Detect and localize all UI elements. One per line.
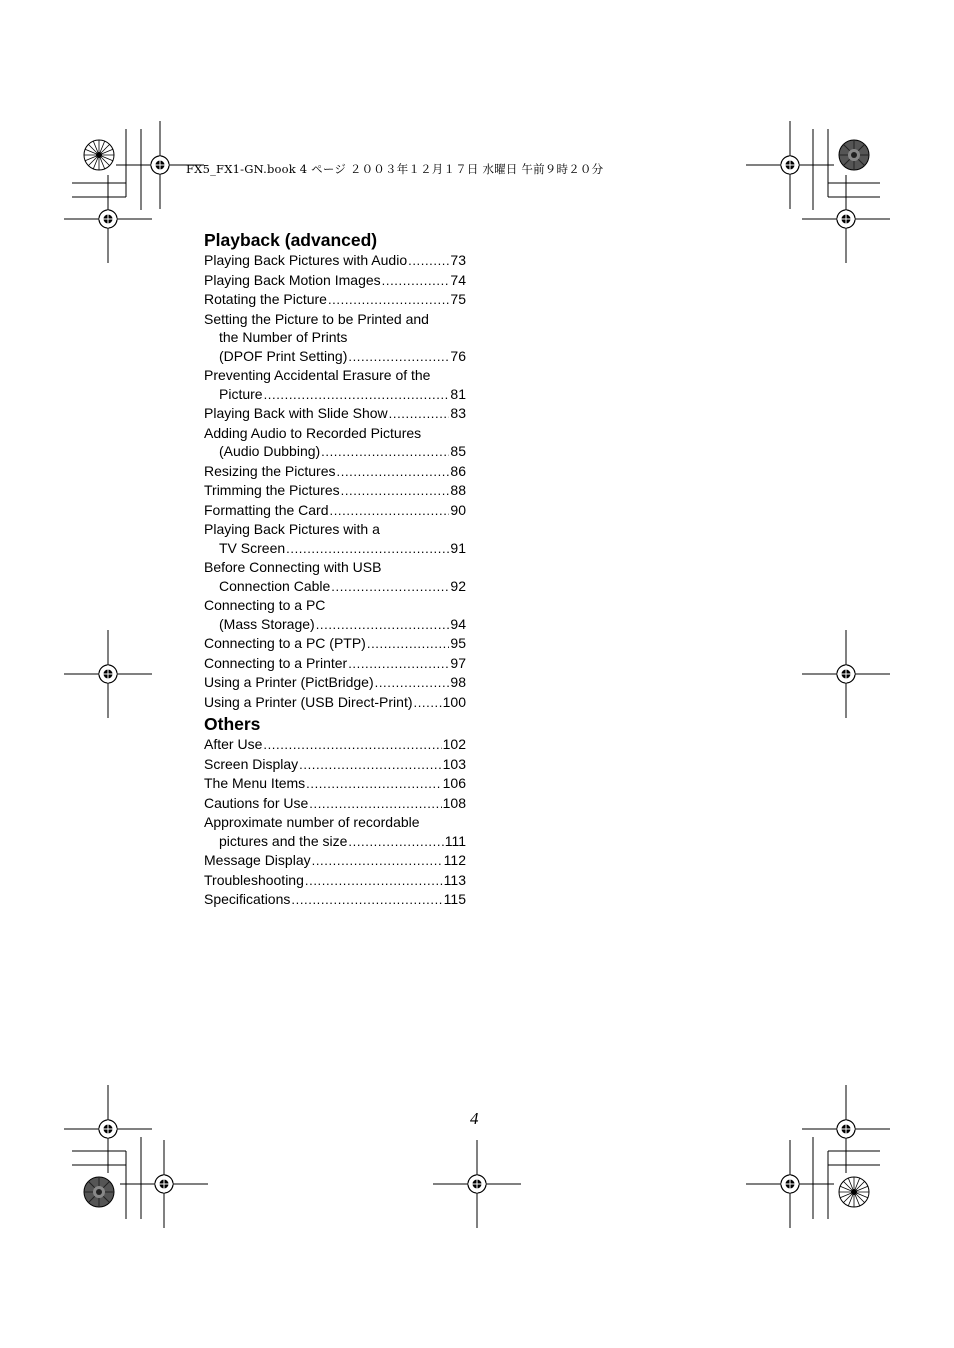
toc-page-ref: 74 xyxy=(450,271,466,288)
dot-leader xyxy=(375,674,450,693)
toc-entry-title: Adding Audio to Recorded Pictures xyxy=(204,424,422,441)
toc-entry-title: Playing Back Motion Images xyxy=(204,271,381,288)
toc-entries xyxy=(204,251,466,712)
toc-entry-line xyxy=(204,558,466,577)
dot-leader xyxy=(286,540,449,559)
toc-entry-line xyxy=(204,634,466,654)
toc-entry-line xyxy=(204,310,466,329)
toc-entry-line xyxy=(204,520,466,539)
toc-entry-title: Approximate number of recordable xyxy=(204,814,420,830)
toc-entry xyxy=(204,310,466,367)
toc-entry-title: Resizing the Pictures xyxy=(204,462,336,479)
dot-leader xyxy=(309,795,441,814)
toc-entry-line xyxy=(204,271,466,291)
toc-page-ref: 111 xyxy=(444,832,466,849)
dot-leader xyxy=(330,502,450,521)
toc-entry-line xyxy=(204,596,466,615)
toc-entry xyxy=(204,871,466,891)
toc-entry xyxy=(204,481,466,501)
toc-entry xyxy=(204,520,466,558)
dot-leader xyxy=(263,736,441,755)
toc-page-ref: 108 xyxy=(442,794,466,811)
toc-page-ref: 92 xyxy=(450,577,466,594)
dot-leader xyxy=(291,891,442,910)
toc-entry-line xyxy=(204,794,466,814)
toc-entry-title: Cautions for Use xyxy=(204,794,309,811)
dot-leader xyxy=(328,291,449,310)
dot-leader xyxy=(341,482,450,501)
page-number: 4 xyxy=(470,1109,479,1128)
toc-entry xyxy=(204,654,466,674)
toc-entry xyxy=(204,693,466,713)
dot-leader xyxy=(264,386,450,405)
toc-entry-line xyxy=(204,251,466,271)
toc-entry xyxy=(204,774,466,794)
toc-entry-line xyxy=(204,290,466,310)
toc-entry-line xyxy=(204,755,466,775)
section-title: Others xyxy=(204,714,261,734)
toc-entry xyxy=(204,673,466,693)
toc-page-ref: 88 xyxy=(450,482,466,498)
toc-page-ref: 112 xyxy=(443,852,466,868)
toc-entry xyxy=(204,794,466,814)
toc-entry-title: Using a Printer (USB Direct-Print) xyxy=(204,693,413,710)
dot-leader xyxy=(348,655,449,674)
dot-leader xyxy=(305,872,443,891)
toc-page-ref: 115 xyxy=(443,891,466,907)
toc-entry-title: TV Screen xyxy=(219,539,286,556)
toc-section-playback xyxy=(204,229,466,712)
toc-page-ref: 98 xyxy=(450,674,466,690)
file-slug: FX5_FX1-GN.book 4 ページ ２００３年１２月１７日 水曜日 午前９時２０分 xyxy=(186,162,604,176)
toc-entry-title: Using a Printer (PictBridge) xyxy=(204,674,374,690)
toc-entry-title: (Audio Dubbing) xyxy=(219,443,321,459)
crop-mark-icon xyxy=(72,129,880,1219)
dot-leader xyxy=(367,635,450,654)
dot-leader xyxy=(408,252,449,271)
dot-leader xyxy=(348,833,443,852)
toc-entry-line xyxy=(204,577,466,597)
toc-entry xyxy=(204,501,466,521)
toc-page-ref: 103 xyxy=(442,755,466,772)
toc-entry xyxy=(204,813,466,851)
toc-entry-title: Message Display xyxy=(204,852,311,868)
dot-leader xyxy=(321,443,449,462)
toc-entry-title: Connection Cable xyxy=(219,577,331,594)
color-bar-target-icon xyxy=(84,140,869,1207)
registration-mark-icon xyxy=(64,121,890,1228)
toc-entry-line xyxy=(204,366,466,385)
toc-page-ref: 73 xyxy=(450,252,466,268)
toc-entry xyxy=(204,851,466,871)
toc-entry-title: Troubleshooting xyxy=(204,871,304,888)
toc-entry-line xyxy=(204,442,466,462)
toc-page-ref: 81 xyxy=(450,385,466,402)
toc-page-ref: 85 xyxy=(450,443,466,459)
dot-leader xyxy=(414,694,442,713)
toc-entry-title: Connecting to a Printer xyxy=(204,654,348,671)
toc-entry-title: Trimming the Pictures xyxy=(204,482,340,498)
toc-entry-title: (Mass Storage) xyxy=(219,615,315,632)
toc-entry xyxy=(204,424,466,462)
toc-entry-title: the Number of Prints xyxy=(219,329,348,345)
toc-entry-line xyxy=(204,615,466,635)
dot-leader xyxy=(337,463,450,482)
toc-page-ref: 76 xyxy=(450,347,466,364)
toc-entry-title: After Use xyxy=(204,736,263,752)
dot-leader xyxy=(348,348,449,367)
toc-entry-title: Preventing Accidental Erasure of the xyxy=(204,367,431,383)
toc-entry-line xyxy=(204,673,466,693)
dot-leader xyxy=(306,775,441,794)
toc-entry-line xyxy=(204,481,466,501)
dot-leader xyxy=(299,756,441,775)
toc-page-ref: 91 xyxy=(450,539,466,556)
toc-entry xyxy=(204,251,466,271)
toc-entry-title: Rotating the Picture xyxy=(204,291,327,307)
toc-page-ref: 86 xyxy=(450,462,466,479)
dot-leader xyxy=(312,852,443,871)
toc-entry xyxy=(204,596,466,634)
toc-entry-line xyxy=(204,404,466,424)
toc-entry xyxy=(204,890,466,910)
toc-entry-line xyxy=(204,735,466,755)
toc-entry-title: Picture xyxy=(219,385,263,402)
dot-leader xyxy=(389,405,450,424)
dot-leader xyxy=(331,578,449,597)
toc-entry-title: Connecting to a PC xyxy=(204,597,326,613)
toc-page-ref: 102 xyxy=(442,736,466,752)
toc-entry-title: Setting the Picture to be Printed and xyxy=(204,310,429,327)
toc-entry-title: Playing Back with Slide Show xyxy=(204,405,388,421)
toc-entry-line xyxy=(204,424,466,443)
toc-entry-line xyxy=(204,462,466,482)
toc-entry xyxy=(204,634,466,654)
toc-page-ref: 97 xyxy=(450,654,466,671)
toc-entry-title: Playing Back Pictures with a xyxy=(204,521,380,537)
toc-entry-title: Specifications xyxy=(204,891,291,907)
toc-entry-line xyxy=(204,774,466,794)
toc-page-ref: 113 xyxy=(443,871,466,888)
toc-entries xyxy=(204,735,466,910)
toc-entry-title: Playing Back Pictures with Audio xyxy=(204,252,408,268)
toc-page-ref: 75 xyxy=(450,291,466,307)
toc-entry xyxy=(204,366,466,404)
toc-entry-line xyxy=(204,693,466,713)
toc-page-ref: 100 xyxy=(442,693,466,710)
toc-entry xyxy=(204,271,466,291)
toc-entry-title: pictures and the size xyxy=(219,832,348,849)
toc-entry-line xyxy=(204,871,466,891)
toc-entry-line xyxy=(204,347,466,367)
toc-page-ref: 106 xyxy=(442,775,466,791)
toc-entry-title: (DPOF Print Setting) xyxy=(219,347,348,364)
toc-entry-title: Before Connecting with USB xyxy=(204,559,382,575)
toc-entry-line xyxy=(204,851,466,871)
toc-entry-title: Screen Display xyxy=(204,755,299,772)
toc-page-ref: 83 xyxy=(450,405,466,421)
toc-entry-title: The Menu Items xyxy=(204,775,306,791)
toc-entry-title: Formatting the Card xyxy=(204,501,329,518)
toc-entry-line xyxy=(204,832,466,852)
toc-entry-line xyxy=(204,539,466,559)
toc-entry xyxy=(204,558,466,596)
dot-leader xyxy=(382,272,450,291)
section-title: Playback (advanced) xyxy=(204,230,378,250)
toc-entry-line xyxy=(204,501,466,521)
toc-section-others xyxy=(204,713,466,910)
toc-entry xyxy=(204,755,466,775)
toc-entry-line xyxy=(204,813,466,832)
toc-entry xyxy=(204,462,466,482)
toc-entry-line xyxy=(204,385,466,405)
toc-page-ref: 90 xyxy=(450,501,466,518)
toc-entry-title: Connecting to a PC (PTP) xyxy=(204,635,366,651)
toc-entry-line xyxy=(204,890,466,910)
toc-page-ref: 95 xyxy=(450,635,466,651)
toc-entry-line xyxy=(204,654,466,674)
toc-entry xyxy=(204,735,466,755)
dot-leader xyxy=(316,616,450,635)
toc-page-ref: 94 xyxy=(450,615,466,632)
toc-entry xyxy=(204,404,466,424)
toc-entry xyxy=(204,290,466,310)
toc-entry-line xyxy=(204,328,466,347)
